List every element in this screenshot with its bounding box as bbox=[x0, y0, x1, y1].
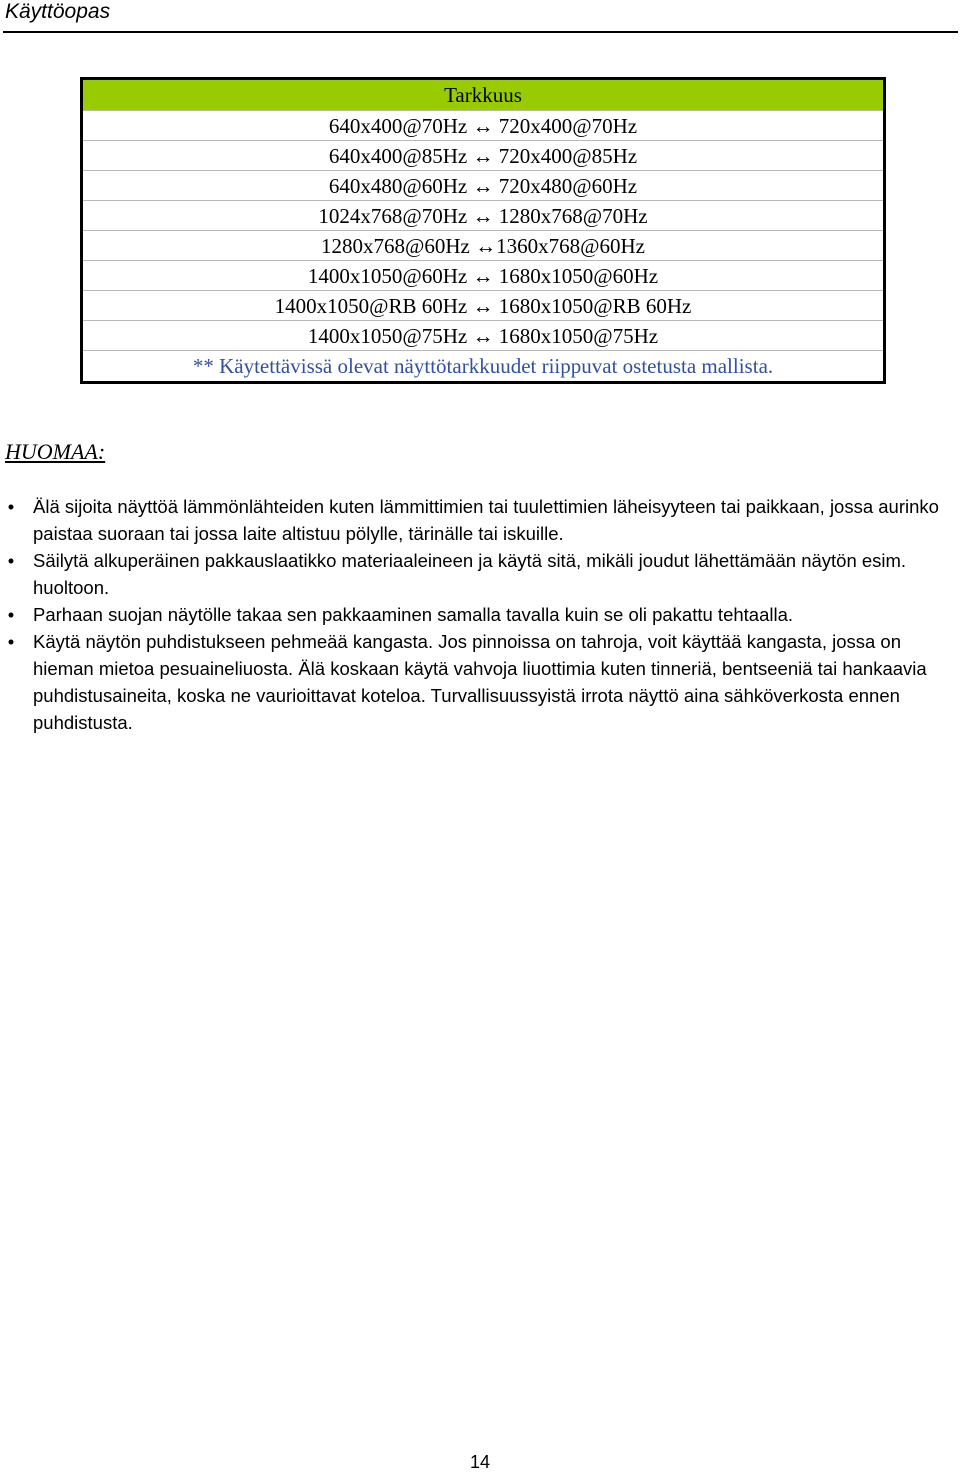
note-list bbox=[0, 493, 960, 736]
resolution-table bbox=[80, 77, 886, 384]
table-row bbox=[82, 261, 885, 291]
list-item bbox=[0, 601, 960, 628]
table-row bbox=[82, 231, 885, 261]
list-item-text: Säilytä alkuperäinen pakkauslaatikko materiaaleineen ja käytä sitä, mikäli joudut lähettämään näytön esim. huoltoon. bbox=[33, 550, 907, 598]
table-header-cell: Tarkkuus bbox=[82, 79, 885, 111]
bullet-icon: • bbox=[7, 604, 15, 625]
table-footnote-cell: ** Käytettävissä olevat näyttötarkkuudet riippuvat ostetusta mallista. bbox=[82, 351, 885, 383]
resolution-cell: 640x400@70Hz ↔ 720x400@70Hz bbox=[82, 111, 885, 141]
table-row bbox=[82, 111, 885, 141]
page-number: 14 bbox=[469, 1452, 491, 1472]
bullet-icon: • bbox=[7, 550, 15, 571]
table-header-row bbox=[82, 79, 885, 111]
table-row bbox=[82, 171, 885, 201]
header-divider bbox=[3, 31, 958, 33]
resolution-cell: 1400x1050@75Hz ↔ 1680x1050@75Hz bbox=[82, 321, 885, 351]
bullet-icon: • bbox=[7, 496, 15, 517]
list-item bbox=[0, 628, 960, 736]
list-item bbox=[0, 547, 960, 601]
resolution-cell: 640x400@85Hz ↔ 720x400@85Hz bbox=[82, 141, 885, 171]
table-row bbox=[82, 201, 885, 231]
table-footnote-row bbox=[82, 351, 885, 383]
list-item-text: Käytä näytön puhdistukseen pehmeää kangasta. Jos pinnoissa on tahroja, voit käyttää kangasta, jossa on hieman mietoa pesuaineliuosta. Älä koskaan käytä vahvoja liuottimia kuten tinneriä, bentseeniä tai hankaavia puhdistusaineita, koska ne vaurioittavat koteloa. Turvallisuussyistä irrota näyttö aina sähköverkosta ennen puhdistusta. bbox=[33, 631, 927, 733]
resolution-cell: 1280x768@60Hz ↔1360x768@60Hz bbox=[82, 231, 885, 261]
list-item-text: Älä sijoita näyttöä lämmönlähteiden kuten lämmittimien tai tuulettimien läheisyyteen tai paikkaan, jossa aurinko paistaa suoraan tai jossa laite altistuu pölylle, tärinälle tai iskuille. bbox=[33, 496, 939, 544]
table-row bbox=[82, 321, 885, 351]
table-row bbox=[82, 141, 885, 171]
resolution-cell: 640x480@60Hz ↔ 720x480@60Hz bbox=[82, 171, 885, 201]
bullet-icon: • bbox=[7, 631, 15, 652]
resolution-cell: 1400x1050@RB 60Hz ↔ 1680x1050@RB 60Hz bbox=[82, 291, 885, 321]
table-row bbox=[82, 291, 885, 321]
page-header-title: Käyttöopas bbox=[5, 0, 111, 23]
note-heading: HUOMAA: bbox=[5, 439, 106, 464]
list-item bbox=[0, 493, 960, 547]
resolution-cell: 1024x768@70Hz ↔ 1280x768@70Hz bbox=[82, 201, 885, 231]
list-item-text: Parhaan suojan näytölle takaa sen pakkaaminen samalla tavalla kuin se oli pakattu tehtaalla. bbox=[33, 604, 794, 625]
resolution-cell: 1400x1050@60Hz ↔ 1680x1050@60Hz bbox=[82, 261, 885, 291]
